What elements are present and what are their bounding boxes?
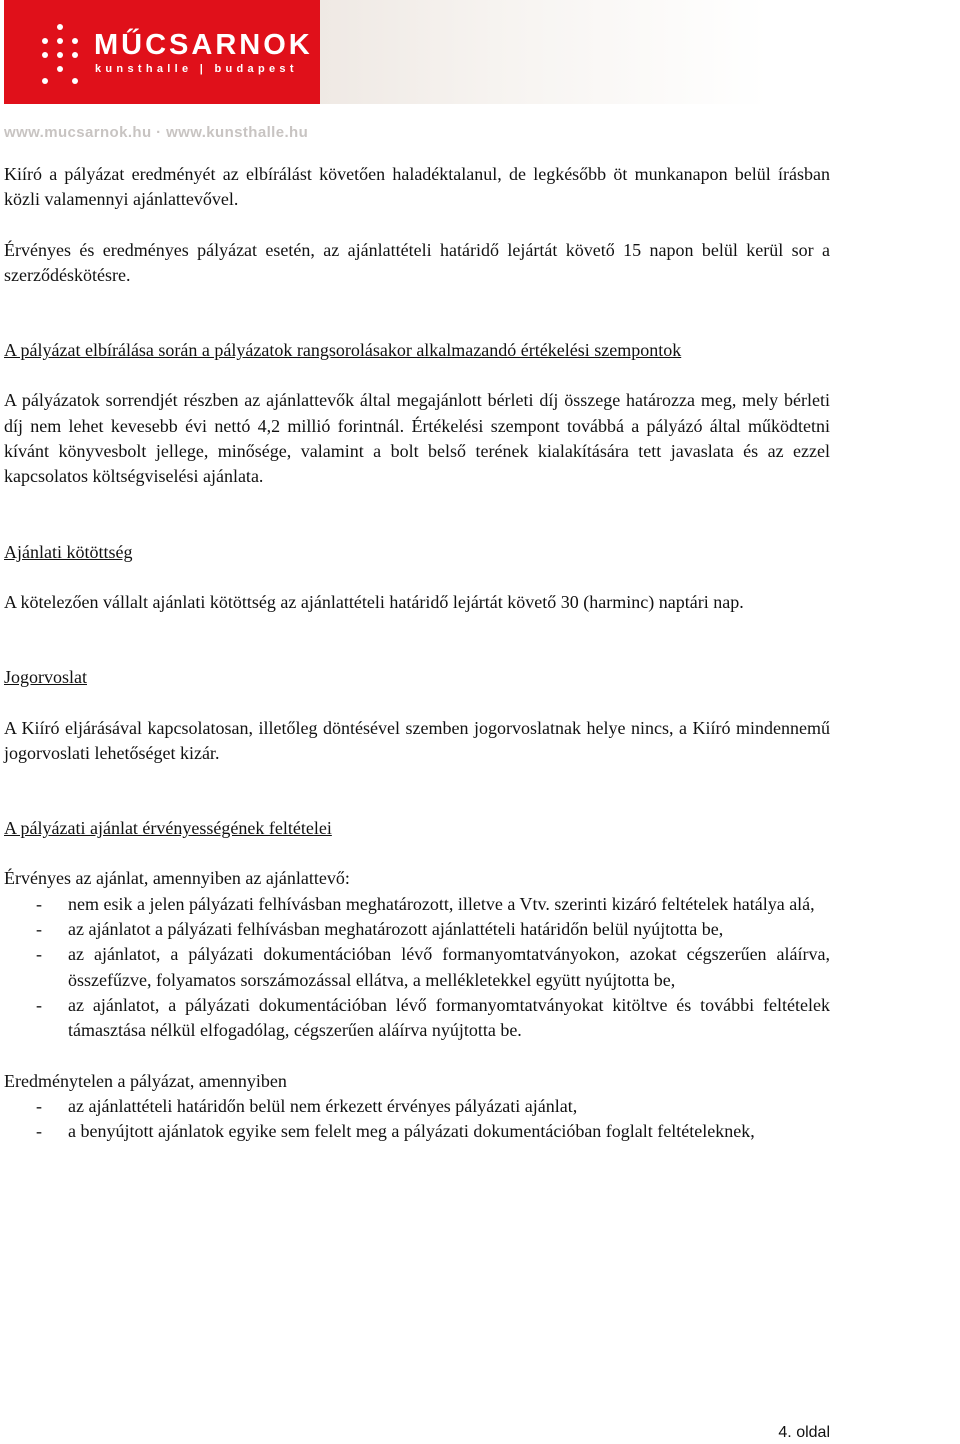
list-item: - az ajánlatot, a pályázati dokumentációban lévő formanyomtatványokat kitöltve és további feltételek támasztása nélkül elfogadólag, cégszerűen aláírva nyújtotta be. (36, 994, 830, 1041)
heading-offer-commitment: Ajánlati kötöttség (4, 541, 133, 562)
heading-validity-conditions: A pályázati ajánlat érvényességének feltételei (4, 818, 332, 839)
logo-subtitle: kunsthalle | budapest (95, 63, 298, 75)
list-item: - az ajánlatot, a pályázati dokumentációban lévő formanyomtatványokon, azokat cégszerűen aláírva, összefűzve, folyamatos sorszámozással ellátva, a mellékletekkel együtt nyújtotta be, (36, 944, 830, 990)
paragraph-evaluation-criteria: A pályázatok sorrendjét részben az ajánlattevők által megajánlott bérleti díj összege határozza meg, mely bérleti díj nem lehet kevesebb évi nettó 4,2 millió forintnál. Értékelési szempont továbbá a pályázó által működtetni kívánt könyvesbolt jellege, minősége, valamint a bolt belső terének kialakítására tett javaslata és az ezzel kapcsolatos költségviselési ajánlata. (4, 390, 830, 487)
logo-dots-icon (42, 24, 78, 84)
list-item: - az ajánlatot a pályázati felhívásban meghatározott ajánlattételi határidőn belül nyújtotta be, (36, 919, 724, 940)
paragraph-invalid-intro: Eredménytelen a pályázat, amennyiben (4, 1070, 287, 1091)
valid-conditions-list (4, 892, 830, 1044)
paragraph-result-notice: Kiíró a pályázat eredményét az elbírálást követően haladéktalanul, de legkésőbb öt munkanapon belül írásban közli valamennyi ajánlattevővel. (4, 164, 830, 210)
header-gradient (320, 0, 960, 104)
paragraph-legal-remedy: A Kiíró eljárásával kapcsolatosan, illetőleg döntésével szemben jogorvoslatnak helye nincs, a Kiíró mindennemű jogorvoslati lehetőséget kizár. (4, 717, 830, 763)
page-header (0, 0, 960, 124)
page-number: 4. oldal (778, 1424, 830, 1441)
website-url: www.mucsarnok.hu · www.kunsthalle.hu (4, 124, 309, 141)
list-item: - a benyújtott ajánlatok egyike sem felelt meg a pályázati dokumentációban foglalt feltételeknek, (36, 1121, 755, 1142)
mucsarnok-logo (4, 0, 320, 104)
paragraph-offer-commitment: A kötelezően vállalt ajánlati kötöttség az ajánlattételi határidő lejártát követő 30 (harminc) naptári nap. (4, 591, 744, 612)
document-body (4, 162, 830, 1144)
logo-name: MŰCSARNOK (94, 29, 313, 61)
list-item: - az ajánlattételi határidőn belül nem érkezett érvényes pályázati ajánlat, (36, 1095, 578, 1116)
invalid-conditions-list (4, 1094, 830, 1145)
heading-legal-remedy: Jogorvoslat (4, 667, 87, 688)
paragraph-valid-intro: Érvényes az ajánlat, amennyiben az ajánlattevő: (4, 868, 350, 889)
list-item: - nem esik a jelen pályázati felhívásban meghatározott, illetve a Vtv. szerinti kizáró feltételek hatálya alá, (36, 893, 815, 914)
heading-evaluation-criteria: A pályázat elbírálása során a pályázatok rangsorolásakor alkalmazandó értékelési szempontok (4, 340, 682, 361)
paragraph-contract-signing: Érvényes és eredményes pályázat esetén, az ajánlattételi határidő lejártát követő 15 napon belül kerül sor a szerződéskötésre. (4, 239, 830, 285)
